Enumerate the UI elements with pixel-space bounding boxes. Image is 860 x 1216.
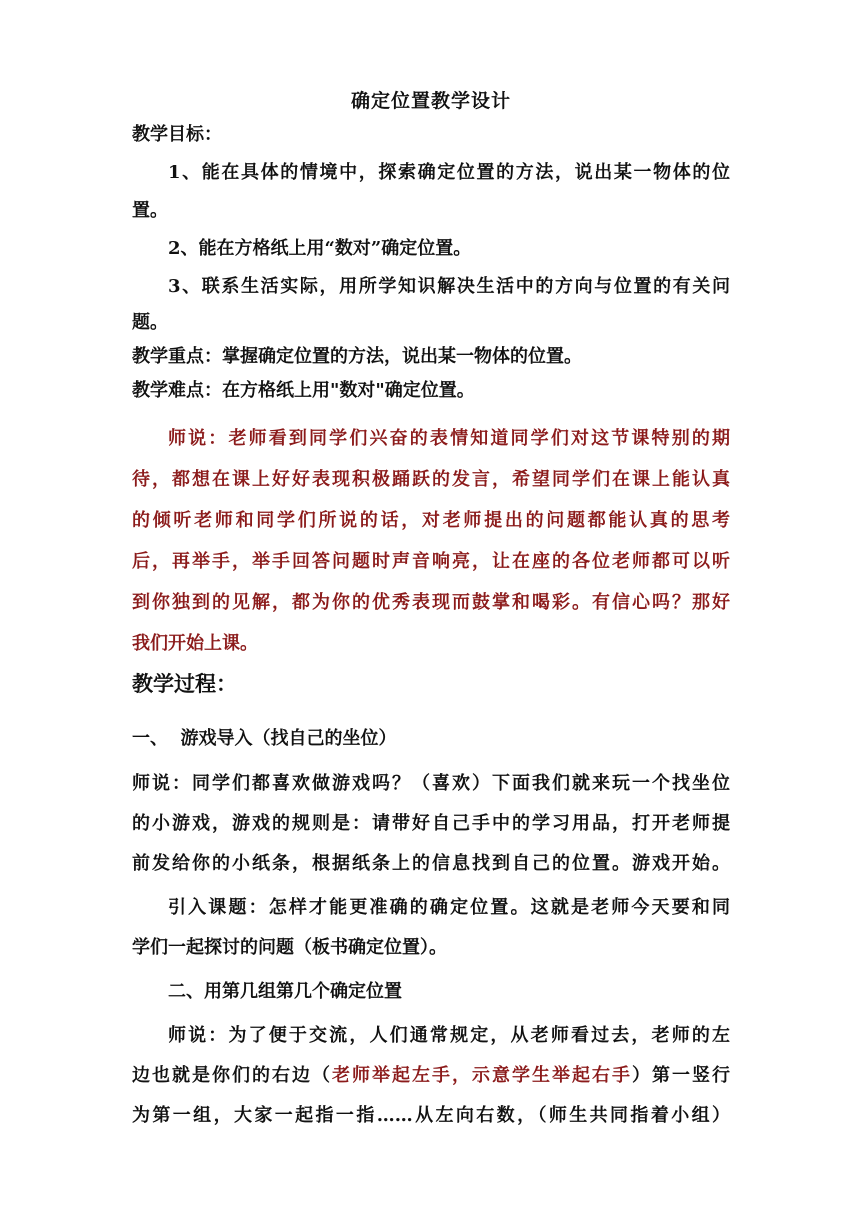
intro-line: 到你独到的见解，都为你的优秀表现而鼓掌和喝彩。有信心吗？那好 — [132, 592, 730, 613]
difficulty: 教学难点：在方格纸上用"数对"确定位置。 — [132, 380, 475, 401]
topic-paragraph — [132, 888, 730, 968]
objective-3-line-1: 3、联系生活实际，用所学知识解决生活中的方向与位置的有关问 — [168, 276, 730, 297]
process-heading: 教学过程： — [132, 671, 237, 696]
teacher-gesture-note: 老师举起左手，示意学生举起右手 — [332, 1065, 632, 1086]
document-title: 确定位置教学设计 — [350, 90, 511, 112]
objective-1-line-2: 置。 — [132, 200, 168, 221]
objective-2: 2、能在方格纸上用“数对”确定位置。 — [168, 238, 472, 259]
teacher-line-3: 为第一组，大家一起指一指……从左向右数，（师生共同指着小组） — [132, 1105, 730, 1126]
section-1-heading: 一、 游戏导入（找自己的坐位） — [132, 728, 397, 749]
document-page — [132, 84, 730, 1136]
topic-line-1: 引入课题：怎样才能更准确的确定位置。这就是老师今天要和同 — [168, 897, 730, 918]
intro-speech — [132, 418, 730, 664]
teacher-line-1: 师说：为了便于交流，人们通常规定，从老师看过去，老师的左 — [168, 1025, 730, 1046]
game-line: 前发给你的小纸条，根据纸条上的信息找到自己的位置。游戏开始。 — [132, 853, 730, 874]
game-line: 师说：同学们都喜欢做游戏吗？（喜欢）下面我们就来玩一个找坐位 — [132, 773, 730, 794]
intro-line: 我们开始上课。 — [132, 633, 258, 654]
teacher-paragraph — [132, 1016, 730, 1136]
teacher-line-2-end: ）第一竖行 — [632, 1065, 730, 1086]
intro-line: 待，都想在课上好好表现积极踊跃的发言，希望同学们在课上能认真 — [132, 469, 730, 490]
section-2-heading: 二、用第几组第几个确定位置 — [168, 981, 402, 1002]
game-paragraph — [132, 764, 730, 884]
topic-line-2: 学们一起探讨的问题（板书确定位置）。 — [132, 937, 447, 958]
key-point: 教学重点：掌握确定位置的方法，说出某一物体的位置。 — [132, 346, 582, 367]
objectives-label: 教学目标： — [132, 124, 222, 145]
teacher-line-2-start: 边也就是你们的右边（ — [132, 1065, 332, 1086]
teacher-line-2 — [132, 1056, 730, 1096]
game-line: 的小游戏，游戏的规则是：请带好自己手中的学习用品，打开老师提 — [132, 813, 730, 834]
objective-3-line-2: 题。 — [132, 312, 168, 333]
intro-line: 的倾听老师和同学们所说的话，对老师提出的问题都能认真的思考 — [132, 510, 730, 531]
intro-line: 后，再举手，举手回答问题时声音响亮，让在座的各位老师都可以听 — [132, 551, 730, 572]
objective-1-line-1: 1、能在具体的情境中，探索确定位置的方法，说出某一物体的位 — [168, 162, 730, 183]
intro-line: 师说：老师看到同学们兴奋的表情知道同学们对这节课特别的期 — [168, 428, 730, 449]
